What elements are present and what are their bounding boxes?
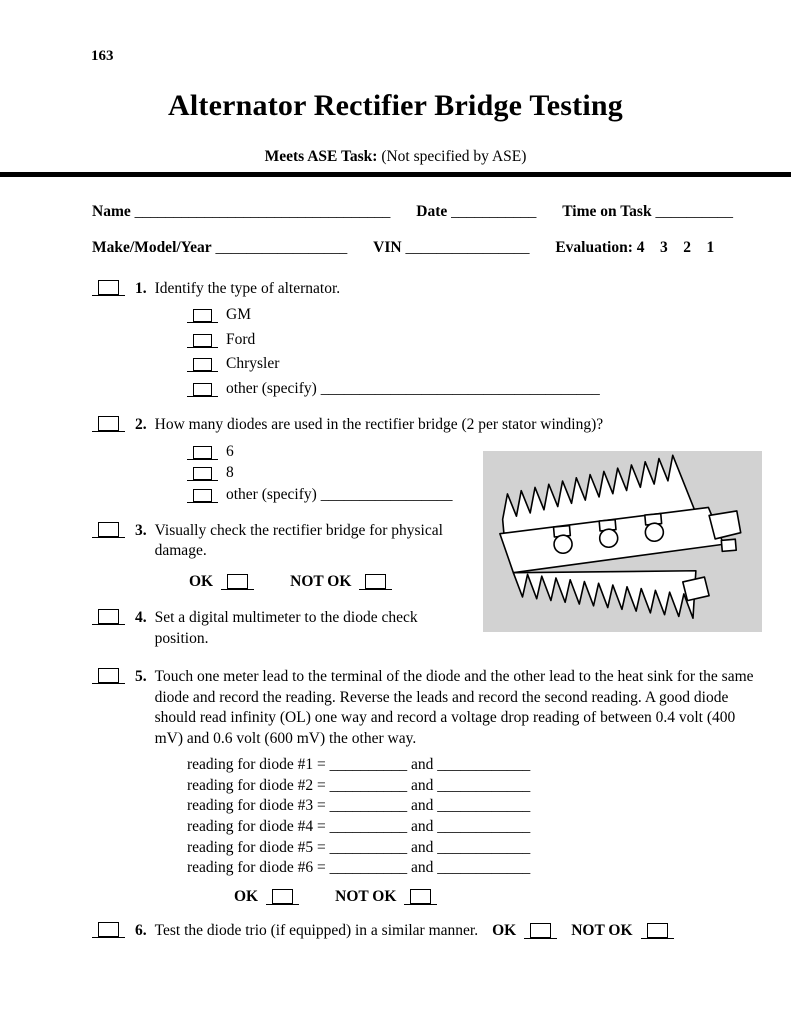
reading-3-label: reading for diode #3 = <box>187 797 326 815</box>
checkbox-square <box>98 416 119 431</box>
checkbox-square <box>365 574 386 589</box>
option-other-q2-label: other (specify) <box>226 485 317 503</box>
reading-2-label: reading for diode #2 = <box>187 776 326 794</box>
eight-checkbox[interactable] <box>187 467 218 481</box>
time-on-task-field[interactable]: __________ <box>655 203 733 220</box>
question-6-text: Test the diode trio (if equipped) in a similar manner. <box>154 922 479 940</box>
option-gm <box>187 305 762 325</box>
question-2-checkbox[interactable] <box>92 416 125 432</box>
q6-not-ok-group <box>571 921 673 941</box>
name-field[interactable]: _________________________________ <box>134 203 391 220</box>
reading-1-label: reading for diode #1 = <box>187 756 326 774</box>
reading-row-2 <box>187 776 762 797</box>
reading-4-field-a[interactable]: __________ <box>329 817 408 835</box>
reading-row-1 <box>187 755 762 776</box>
six-checkbox[interactable] <box>187 446 218 460</box>
reading-1-field-b[interactable]: ____________ <box>437 756 531 774</box>
evaluation-scale: 4 3 2 1 <box>636 239 715 257</box>
question-1 <box>92 279 762 299</box>
not-ok-label: NOT OK <box>290 572 352 590</box>
question-1-number: 1. <box>135 279 147 297</box>
evaluation-label: Evaluation: <box>555 239 633 257</box>
page-number: 163 <box>91 48 114 64</box>
vin-group <box>373 238 529 258</box>
question-5-checkbox[interactable] <box>92 668 125 684</box>
name-label: Name <box>92 203 131 220</box>
reading-6-label: reading for diode #6 = <box>187 859 326 877</box>
question-1-text: Identify the type of alternator. <box>154 279 341 297</box>
reading-4-field-b[interactable]: ____________ <box>437 817 531 835</box>
checkbox-square <box>98 280 119 295</box>
question-2-text: How many diodes are used in the rectifier bridge (2 per stator winding)? <box>154 416 604 434</box>
question-2-number: 2. <box>135 416 147 434</box>
vehicle-row <box>92 238 762 258</box>
ok-label: OK <box>492 922 517 940</box>
checkbox-square <box>193 383 212 396</box>
question-3-number: 3. <box>135 521 147 539</box>
question-5-number: 5. <box>135 668 147 686</box>
question-2 <box>92 415 762 435</box>
reading-1-field-a[interactable]: __________ <box>329 756 408 774</box>
vin-label: VIN <box>373 239 402 257</box>
question-5-ok-line <box>234 887 762 907</box>
question-6-number: 6. <box>135 922 147 940</box>
name-group <box>92 202 390 222</box>
and-label: and <box>410 817 434 835</box>
reading-6-field-b[interactable]: ____________ <box>437 859 531 877</box>
reading-row-5 <box>187 838 762 859</box>
and-label: and <box>410 776 434 794</box>
and-label: and <box>410 859 434 877</box>
reading-5-label: reading for diode #5 = <box>187 838 326 856</box>
date-group <box>416 202 536 222</box>
and-label: and <box>410 756 434 774</box>
reading-3-field-a[interactable]: __________ <box>329 797 408 815</box>
checkbox-square <box>193 467 212 480</box>
checkbox-square <box>193 489 212 502</box>
and-label: and <box>410 838 434 856</box>
checkbox-square <box>98 522 119 537</box>
time-on-task-group <box>562 202 733 222</box>
reading-row-6 <box>187 858 762 879</box>
chrysler-checkbox[interactable] <box>187 358 218 372</box>
option-other-q1-label: other (specify) <box>226 379 317 397</box>
option-chrysler-label: Chrysler <box>226 355 280 373</box>
ford-checkbox[interactable] <box>187 334 218 348</box>
checkbox-square <box>272 889 293 904</box>
other-specify-field-q1[interactable]: ____________________________________ <box>316 379 600 397</box>
q6-ok-group <box>492 921 557 941</box>
ok-label: OK <box>189 572 214 590</box>
page-title: Alternator Rectifier Bridge Testing <box>168 89 623 122</box>
reading-6-field-a[interactable]: __________ <box>329 859 408 877</box>
and-label: and <box>410 797 434 815</box>
gm-checkbox[interactable] <box>187 309 218 323</box>
reading-2-field-b[interactable]: ____________ <box>437 776 531 794</box>
option-ford-label: Ford <box>226 330 256 348</box>
question-6-checkbox[interactable] <box>92 922 125 938</box>
question-6 <box>92 921 762 941</box>
other-checkbox-q1[interactable] <box>187 383 218 397</box>
other-checkbox-q2[interactable] <box>187 489 218 503</box>
reading-3-field-b[interactable]: ____________ <box>437 797 531 815</box>
reading-5-field-b[interactable]: ____________ <box>437 838 531 856</box>
make-model-year-group <box>92 238 347 258</box>
date-field[interactable]: ___________ <box>451 203 537 220</box>
reading-row-4 <box>187 817 762 838</box>
rectifier-bridge-illustration <box>483 451 762 632</box>
not-ok-label: NOT OK <box>571 922 633 940</box>
q6-not-ok-checkbox[interactable] <box>641 923 674 939</box>
question-5-text: Touch one meter lead to the terminal of the diode and the other lead to the heat sink for the same diode and record the reading. Reverse the leads and record the second reading. A good diode should read infinity (OL) one way and record a voltage drop reading of between 0.4 volt (400 mV) and 0.6 volt (600 mV) the other way. <box>154 668 754 747</box>
option-chrysler <box>187 354 762 374</box>
question-1-options <box>187 305 762 399</box>
header-divider <box>0 172 791 177</box>
ok-label: OK <box>234 887 259 905</box>
meets-ase-task-value: (Not specified by ASE) <box>377 148 527 165</box>
question-4-checkbox[interactable] <box>92 609 125 625</box>
make-model-year-label: Make/Model/Year <box>92 239 212 257</box>
question-5 <box>92 667 762 749</box>
checkbox-square <box>647 923 668 938</box>
q3-not-ok-checkbox[interactable] <box>359 574 392 590</box>
reading-5-field-a[interactable]: __________ <box>329 838 408 856</box>
checkbox-square <box>410 889 431 904</box>
question-3-checkbox[interactable] <box>92 522 125 538</box>
evaluation-group <box>555 238 714 258</box>
option-6-label: 6 <box>226 442 234 460</box>
meets-ase-task-label: Meets ASE Task: <box>264 148 378 165</box>
checkbox-square <box>227 574 248 589</box>
question-4-number: 4. <box>135 609 147 627</box>
question-3-text: Visually check the rectifier bridge for physical damage. <box>154 521 443 560</box>
q5-not-ok-checkbox[interactable] <box>404 889 437 905</box>
q3-ok-checkbox[interactable] <box>221 574 254 590</box>
checkbox-square <box>193 358 212 371</box>
name-date-row <box>92 202 762 222</box>
reading-row-3 <box>187 796 762 817</box>
date-label: Date <box>416 203 448 220</box>
checkbox-square <box>98 609 119 624</box>
checkbox-square <box>193 334 212 347</box>
checkbox-square <box>98 668 119 683</box>
vin-field[interactable]: ________________ <box>405 239 530 257</box>
meets-ase-task-line <box>0 147 791 167</box>
reading-4-label: reading for diode #4 = <box>187 817 326 835</box>
checkbox-square <box>193 446 212 459</box>
checkbox-square <box>193 309 212 322</box>
reading-2-field-a[interactable]: __________ <box>329 776 408 794</box>
option-8-label: 8 <box>226 464 234 482</box>
diode-readings <box>187 755 762 879</box>
question-1-checkbox[interactable] <box>92 280 125 296</box>
question-4-text: Set a digital multimeter to the diode check position. <box>154 609 418 647</box>
not-ok-label: NOT OK <box>335 887 397 905</box>
q6-ok-checkbox[interactable] <box>524 923 557 939</box>
option-ford <box>187 330 762 350</box>
checkbox-square <box>530 923 551 938</box>
option-other-q1 <box>187 379 762 399</box>
make-model-year-field[interactable]: _________________ <box>215 239 348 257</box>
q5-ok-checkbox[interactable] <box>266 889 299 905</box>
option-gm-label: GM <box>226 306 251 324</box>
other-specify-field-q2[interactable]: _________________ <box>316 485 453 503</box>
time-on-task-label: Time on Task <box>562 203 652 220</box>
checkbox-square <box>98 922 119 937</box>
